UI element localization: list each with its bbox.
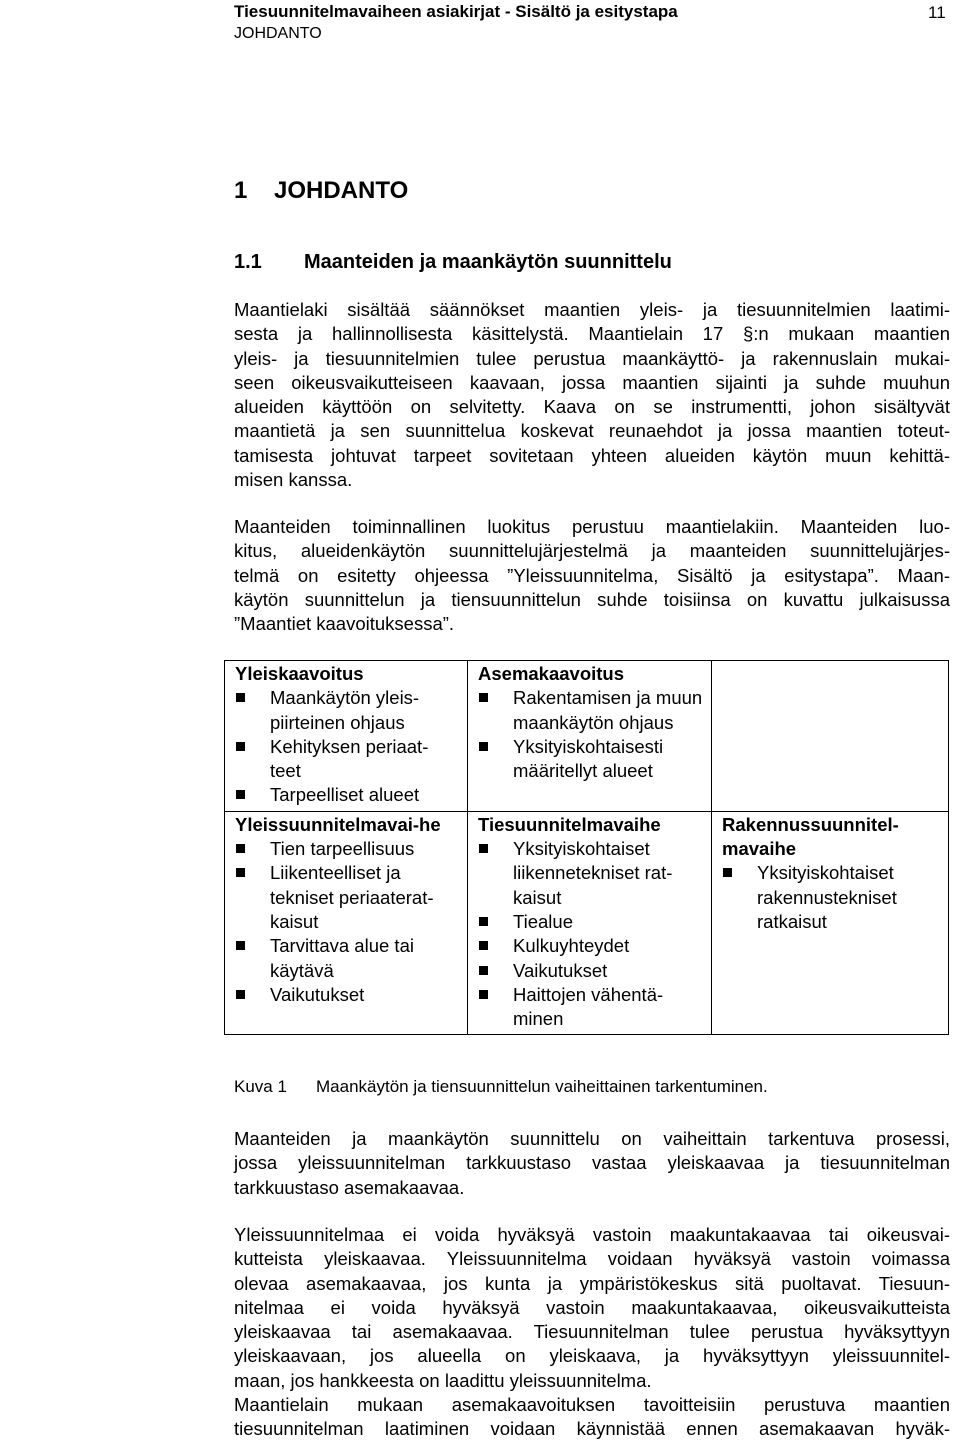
square-bullet-icon: [723, 868, 732, 877]
bullet-item: [235, 837, 459, 861]
text-line: sesta ja hallinnollisesta käsittelystä. Maantielain 17 §:n mukaan maantien: [234, 323, 950, 345]
bullet-item: [235, 686, 459, 735]
figure-row-stages: [225, 811, 949, 1035]
bullet-text: Yksityiskohtaiset rakennustekniset ratkaisut: [757, 862, 897, 932]
paragraph-2: [234, 515, 950, 636]
cell-yleiskaavoitus: [225, 661, 468, 812]
text-line: käytön suunnittelun ja tiensuunnittelun suhde toisiinsa on kuvattu julkaisussa: [234, 588, 950, 610]
bullet-list: [235, 686, 459, 807]
square-bullet-icon: [479, 966, 488, 975]
chapter-heading: [234, 177, 408, 205]
square-bullet-icon: [479, 917, 488, 926]
text-line: kutteista yleiskaavaa. Yleissuunnitelma voidaan hyväksyä vastoin voimassa: [234, 1248, 950, 1270]
bullet-text: Yksityiskohtaisesti määritellyt alueet: [513, 735, 664, 782]
cell-asemakaavoitus: [468, 661, 712, 812]
bullet-list: [478, 686, 703, 783]
text-line: misen kanssa.: [234, 469, 353, 491]
bullet-text: Maankäytön yleis-piirteinen ohjaus: [270, 687, 420, 733]
text-line: alueiden käyttöön on selvitetty. Kaava on se instrumentti, johon sisältyvät: [234, 396, 950, 418]
text-line: Maantielaki sisältää säännökset maantien yleis- ja tiesuunnitelmien laatimi-: [234, 299, 950, 320]
cell-heading: Yleissuunnitelmavai-he: [235, 813, 441, 835]
bullet-list: [478, 837, 703, 1031]
text-line: nitelmaa ei voida hyväksyä vastoin maakuntakaavaa, oikeusvaikutteista: [234, 1296, 950, 1318]
figure-row-plans: [225, 661, 949, 812]
square-bullet-icon: [479, 742, 488, 751]
paragraph-5: [234, 1393, 950, 1442]
bullet-text: Kehityksen periaat-teet: [270, 735, 429, 782]
bullet-item: [478, 910, 703, 934]
text-line: Maantielain mukaan asemakaavoituksen tavoitteisiin perustuva maantien: [234, 1394, 950, 1415]
section-title: Maanteiden ja maankäytön suunnittelu: [304, 251, 672, 273]
bullet-text: Rakentamisen ja muun maankäytön ohjaus: [513, 687, 703, 733]
square-bullet-icon: [236, 742, 245, 751]
square-bullet-icon: [236, 990, 245, 999]
bullet-item: [478, 735, 703, 784]
square-bullet-icon: [479, 941, 488, 950]
cell-tiesuunnitelmavaihe: [468, 811, 712, 1035]
section-number: 1.1: [234, 251, 262, 273]
text-line: yleiskaavaan, jos alueella on yleiskaava, ja hyväksyttyyn yleissuunnitel-: [234, 1345, 950, 1367]
cell-empty: [712, 661, 949, 812]
bullet-text: Kulkuyhteydet: [513, 935, 630, 957]
bullet-text: Vaikutukset: [513, 959, 608, 981]
text-line: jossa yleissuunnitelman tarkkuustaso vastaa yleiskaavaa ja tiesuunnitelman: [234, 1152, 950, 1174]
bullet-item: [235, 861, 459, 934]
text-line: Yleissuunnitelmaa ei voida hyväksyä vastoin maakuntakaavaa tai oikeusvai-: [234, 1224, 950, 1245]
text-line: ”Maantiet kaavoituksessa”.: [234, 613, 455, 635]
figure-caption: [234, 1077, 768, 1097]
square-bullet-icon: [236, 790, 245, 799]
cell-yleissuunnitelmavaihe: [225, 811, 468, 1035]
square-bullet-icon: [236, 844, 245, 853]
running-header-subtitle: JOHDANTO: [234, 25, 322, 42]
text-line: olevaa asemakaavaa, jos kunta ja ympäristökeskus sitä puoltavat. Tiesuun-: [234, 1272, 950, 1294]
bullet-item: [722, 861, 940, 934]
square-bullet-icon: [479, 844, 488, 853]
bullet-item: [478, 686, 703, 735]
text-line: tiesuunnitelman laatiminen voidaan käynnistää ennen asemakaavan hyväk-: [234, 1418, 950, 1440]
bullet-text: Haittojen vähentä-minen: [513, 983, 664, 1030]
text-line: Maanteiden toiminnallinen luokitus perustuu maantielakiin. Maanteiden luo-: [234, 516, 950, 537]
cell-rakennussuunnitelmavaihe: [712, 811, 949, 1035]
cell-heading: Asemakaavoitus: [478, 663, 625, 684]
bullet-item: [478, 837, 703, 910]
text-line: tarkkuustaso asemakaavaa.: [234, 1176, 465, 1198]
bullet-text: Vaikutukset: [270, 983, 365, 1005]
bullet-item: [478, 983, 703, 1032]
bullet-text: Tarpeelliset alueet: [270, 784, 420, 806]
square-bullet-icon: [236, 868, 245, 877]
bullet-item: [235, 735, 459, 784]
text-line: tamisesta johtuvat tarpeet sovitetaan yhteen alueiden käytön muun kehittä-: [234, 444, 950, 466]
text-line: maan, jos hankkeesta on laadittu yleissuunnitelma.: [234, 1369, 652, 1391]
bullet-text: Yksityiskohtaiset liikennetekniset rat-kaisut: [513, 838, 673, 908]
paragraph-3: [234, 1127, 950, 1200]
text-line: kitus, alueidenkäytön suunnittelujärjestelmä ja maanteiden suunnittelujärjes-: [234, 540, 950, 562]
bullet-list: [235, 837, 459, 1007]
paragraph-4: [234, 1223, 950, 1393]
square-bullet-icon: [479, 693, 488, 702]
bullet-text: Liikenteelliset ja tekniset periaaterat-kaisut: [270, 862, 434, 932]
cell-heading: Tiesuunnitelmavaihe: [478, 813, 661, 835]
running-header-title: Tiesuunnitelmavaiheen asiakirjat - Sisältö ja esitystapa: [234, 2, 678, 21]
planning-stages-figure: [224, 660, 949, 1035]
text-line: seen oikeusvaikutteiseen kaavaan, jossa maantien sijainti ja suhde muuhun: [234, 371, 950, 393]
bullet-item: [478, 934, 703, 958]
chapter-title: JOHDANTO: [274, 177, 409, 204]
caption-label: Kuva 1: [234, 1077, 287, 1096]
cell-heading: Rakennussuunnitel-mavaihe: [722, 813, 899, 860]
bullet-item: [235, 783, 459, 807]
bullet-item: [235, 934, 459, 983]
text-line: yleiskaavaa tai asemakaavaa. Tiesuunnitelman tulee perustua hyväksyttyyn: [234, 1321, 950, 1343]
bullet-item: [235, 983, 459, 1007]
square-bullet-icon: [236, 693, 245, 702]
chapter-number: 1: [234, 177, 248, 204]
section-heading: [234, 251, 672, 274]
paragraph-1: [234, 298, 950, 492]
text-line: yleis- ja tiesuunnitelmien tulee perustua maankäyttö- ja rakennuslain mukai-: [234, 347, 950, 369]
cell-heading: Yleiskaavoitus: [235, 663, 364, 684]
bullet-text: Tarvittava alue tai käytävä: [270, 935, 414, 981]
square-bullet-icon: [236, 941, 245, 950]
text-line: Maanteiden ja maankäytön suunnittelu on vaiheittain tarkentuva prosessi,: [234, 1128, 950, 1149]
text-line: telmä on esitetty ohjeessa ”Yleissuunnitelma, Sisältö ja esitystapa”. Maan-: [234, 564, 950, 586]
bullet-text: Tien tarpeellisuus: [270, 838, 415, 860]
text-line: maantietä ja sen suunnittelua koskevat reunaehdot ja jossa maantien toteut-: [234, 420, 950, 442]
page-number: 11: [928, 3, 946, 22]
square-bullet-icon: [479, 990, 488, 999]
caption-text: Maankäytön ja tiensuunnittelun vaiheittainen tarkentuminen.: [316, 1077, 768, 1096]
bullet-item: [478, 959, 703, 983]
bullet-list: [722, 861, 940, 934]
bullet-text: Tiealue: [513, 910, 573, 932]
